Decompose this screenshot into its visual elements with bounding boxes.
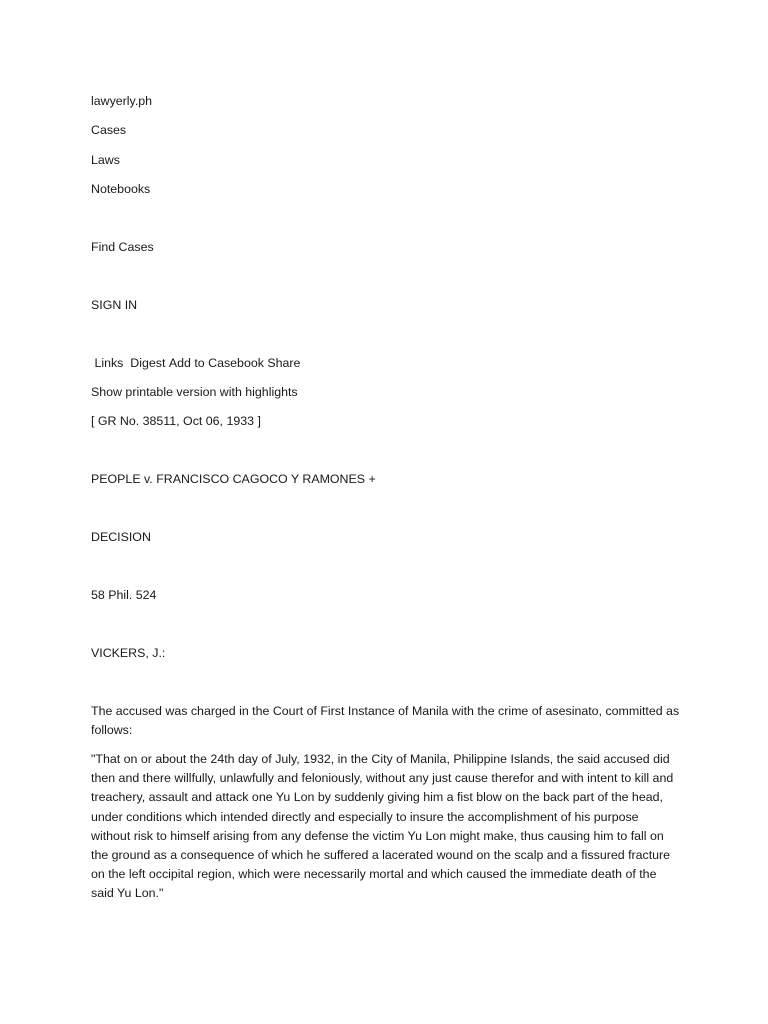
information-quote: "That on or about the 24th day of July, 1932, in the City of Manila, Philippine Islands, the said accused did then and there willfully, unlawfully and feloniously, without any just cause therefor and with intent to kill and treachery, assault and attack one Yu Lon by suddenly giving him a fist blow on the back part of the head, under conditions which intended directly and especially to insure the accomplishment of his purpose without risk to himself arising from any defense the victim Yu Lon might make, thus causing him to fall on the ground as a consequence of which he suffered a lacerated wound on the scalp and a fissured fracture on the left occipital region, which were necessarily mortal and which caused the immediate death of the said Yu Lon."	[91, 752, 674, 901]
find-cases-link[interactable]: Find Cases	[91, 240, 154, 254]
case-citation: [ GR No. 38511, Oct 06, 1933 ]	[91, 414, 261, 428]
decision-heading: DECISION	[91, 530, 151, 544]
reporter-citation: 58 Phil. 524	[91, 588, 157, 602]
sign-in-link[interactable]: SIGN IN	[91, 298, 138, 312]
brand-link[interactable]: lawyerly.ph	[91, 94, 153, 108]
add-to-casebook-button[interactable]: Add to Casebook	[168, 356, 264, 370]
links-button[interactable]: Links	[94, 356, 124, 370]
printable-version-link[interactable]: Show printable version with highlights	[91, 385, 298, 399]
ponente: VICKERS, J.:	[91, 646, 166, 660]
case-toolbar	[91, 355, 300, 371]
decision-paragraph: The accused was charged in the Court of First Instance of Manila with the crime of asesinato, committed as follows:	[91, 704, 680, 738]
case-title: PEOPLE v. FRANCISCO CAGOCO Y RAMONES +	[91, 472, 376, 486]
nav-laws[interactable]: Laws	[91, 153, 120, 167]
digest-button[interactable]: Digest	[130, 356, 166, 370]
nav-cases[interactable]: Cases	[91, 123, 127, 137]
nav-notebooks[interactable]: Notebooks	[91, 182, 151, 196]
share-button[interactable]: Share	[267, 356, 301, 370]
